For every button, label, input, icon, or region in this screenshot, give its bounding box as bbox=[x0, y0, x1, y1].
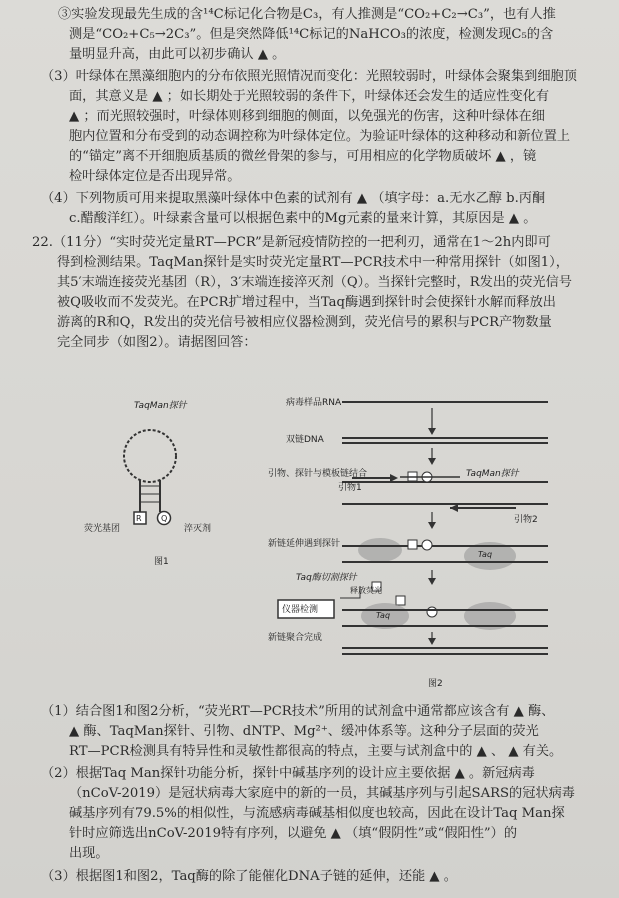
fig1-r: R bbox=[136, 514, 142, 523]
question-22-text: 22.（11分）“实时荧光定量RT—PCR”是新冠疫情防控的一把利刃，通常在1～2h内即可 bbox=[32, 235, 551, 250]
fig2-detect-label: 仪器检测 bbox=[282, 605, 319, 615]
text-line: 游离的R和Q，R发出的荧光信号被相应仪器检测到，荧光信号的累积与PCR产物数量 bbox=[57, 315, 552, 330]
fig2-bind-label: 引物、探针与模板链结合 bbox=[268, 469, 368, 479]
text-line: 出现。 bbox=[69, 846, 109, 861]
text-line: （3）叶绿体在黑藻细胞内的分布依照光照情况而变化：光照较弱时，叶绿体会聚集到细胞顶 bbox=[41, 69, 577, 84]
text-line: （3）根据图1和图2，Taq酶的除了能催化DNA子链的延伸，还能 ▲ 。 bbox=[41, 869, 457, 884]
text-line: 得到检测结果。TaqMan探针是实时荧光定量RT—PCR技术中一种常用探针（如图1）， bbox=[57, 255, 569, 270]
fig2-primer1-label: 引物1 bbox=[338, 483, 362, 493]
text-line: 针时应筛选出nCoV-2019特有序列，以避免 ▲ （填“假阴性”或“假阳性”）的 bbox=[69, 826, 518, 841]
fig2-probe-label: TaqMan探针 bbox=[466, 469, 519, 479]
fig1-q: Q bbox=[161, 514, 168, 523]
fig2-primer2-label: 引物2 bbox=[514, 515, 538, 525]
fig2-taq-label-2: Taq bbox=[376, 611, 391, 620]
fig2-caption: 图2 bbox=[428, 679, 443, 689]
text-line: 被Q吸收而不发荧光。在PCR扩增过程中，当Taq酶遇到探针时会使探针水解而释放出 bbox=[57, 295, 556, 310]
text-line: （4）下列物质可用来提取黑藻叶绿体中色素的试剂有 ▲ （填字母：a.无水乙醇 b.丙酮 bbox=[41, 191, 546, 206]
text-line: （1）结合图1和图2分析，“荧光RT—PCR技术”所用的试剂盒中通常都应该含有 ▲ 酶、 bbox=[41, 704, 555, 719]
fig2-meet-label: 新链延伸遇到探针 bbox=[268, 539, 341, 549]
text-line: （2）根据Taq Man探针功能分析，探针中碱基序列的设计应主要依据 ▲ 。新冠病毒 bbox=[41, 766, 535, 781]
figure-1-diagram bbox=[80, 400, 220, 570]
fig2-dsdna-label: 双链DNA bbox=[286, 435, 324, 445]
text-line: ▲ 酶、TaqMan探针、引物、dNTP、Mg²⁺、缓冲体系等。这种分子层面的荧光 bbox=[69, 724, 539, 739]
text-line: 面，其意义是 ▲ ；如长期处于光照较弱的条件下，叶绿体还会发生的适应性变化有 bbox=[69, 89, 550, 104]
fig2-taq-label: Taq bbox=[478, 550, 493, 559]
text-line: 测是“CO₂+C₅→2C₃”。但是突然降低¹⁴C标记的NaHCO₃的浓度，检测发现C₅的含 bbox=[69, 27, 554, 42]
fig2-rna-label: 病毒样品RNA bbox=[286, 398, 342, 408]
text-line: 完全同步（如图2）。请据图回答： bbox=[57, 335, 257, 350]
text-line: 胞内位置和分布受到的动态调控称为叶绿体定位。为验证叶绿体的这种移动和新位置上 bbox=[69, 129, 571, 144]
text-line: 碱基序列有79.5%的相似性，与流感病毒碱基相似度也较高，因此在设计Taq Man探 bbox=[69, 806, 565, 821]
fig1-fluorophore-label: 荧光基团 bbox=[84, 524, 121, 534]
fig1-quencher-label: 淬灭剂 bbox=[184, 524, 212, 534]
text-line: ③实验发现最先生成的含¹⁴C标记化合物是C₃，有人推测是“CO₂+C₂→C₃”，也有人推 bbox=[58, 7, 556, 22]
fig2-cut-label: Taq酶切割探针 bbox=[296, 573, 357, 583]
fig1-caption: 图1 bbox=[154, 557, 169, 567]
text-line: 的“锚定”离不开细胞质基质的微丝骨架的参与，可用相应的化学物质破坏 ▲ ，镜 bbox=[69, 149, 537, 164]
fig1-title: TaqMan探针 bbox=[134, 401, 187, 411]
text-line: RT—PCR检测具有特异性和灵敏性都很高的特点，主要与试剂盒中的 ▲ 、 ▲ 有关。 bbox=[69, 744, 563, 759]
text-line: （nCoV-2019）是冠状病毒大家庭中的新的一员，其碱基序列与引起SARS的冠状病毒 bbox=[69, 786, 575, 801]
text-line: 量明显升高，由此可以初步确认 ▲ 。 bbox=[69, 47, 286, 62]
text-line: c.醋酸洋红）。叶绿素含量可以根据色素中的Mg元素的量来计算，其原因是 ▲ 。 bbox=[69, 211, 537, 226]
fig2-done-label: 新链聚合完成 bbox=[268, 633, 323, 643]
text-line: 其5′末端连接荧光基团（R），3′末端连接淬灭剂（Q）。当探针完整时，R发出的荧光信号 bbox=[57, 275, 572, 290]
text-line: 检叶绿体定位是否出现异常。 bbox=[69, 169, 241, 184]
text-line: ▲ ；而光照较强时，叶绿体则移到细胞的侧面，以免强光的伤害，这种叶绿体在细 bbox=[69, 109, 545, 124]
fig2-release-label: 释放荧光 bbox=[350, 586, 382, 595]
